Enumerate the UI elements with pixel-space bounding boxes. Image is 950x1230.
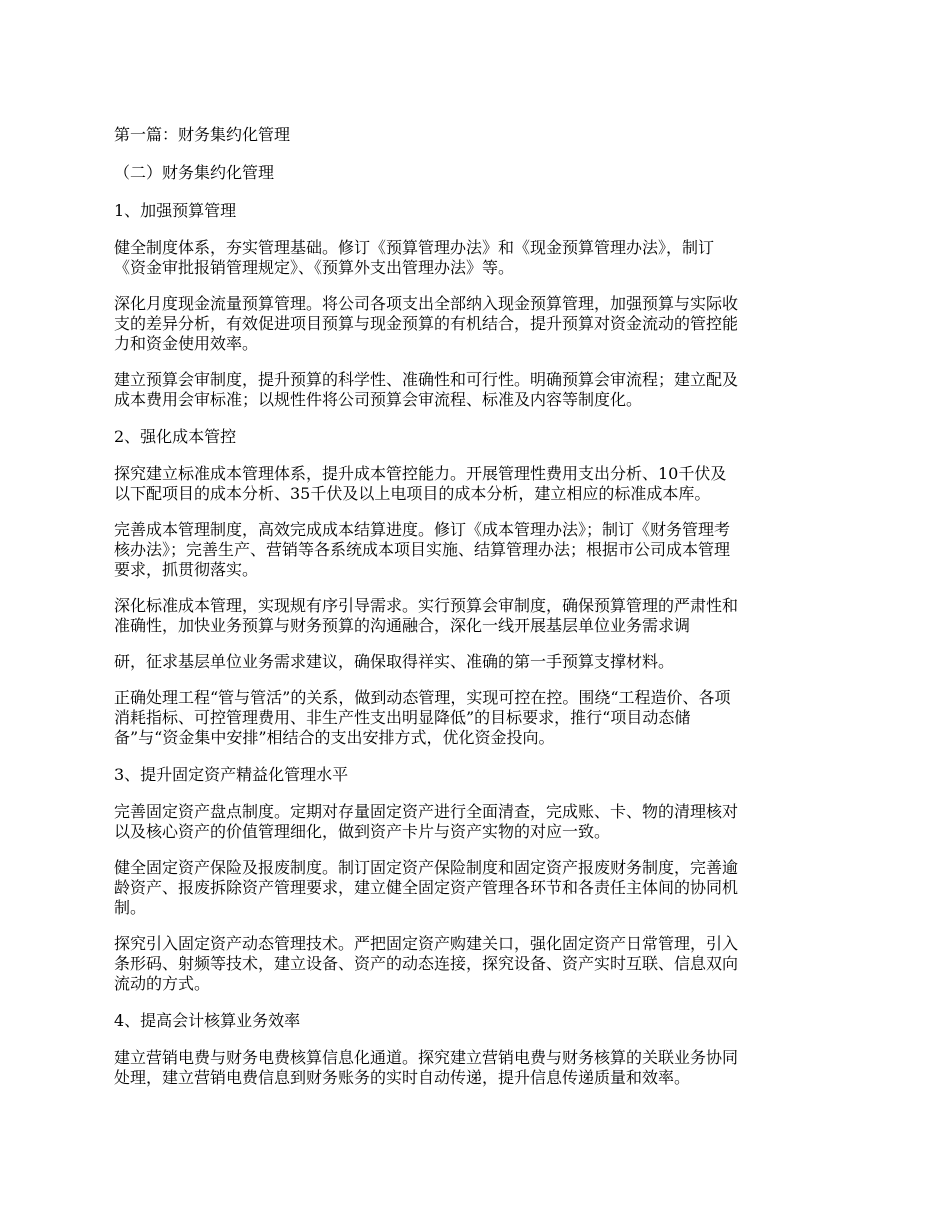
document-subtitle: （二）财务集约化管理 [114, 163, 275, 182]
paragraph: 深化标准成本管理，实现规有序引导需求。实行预算会审制度，确保预算管理的严肃性和 准确性，加快业务预算与财务预算的沟通融合，深化一线开展基层单位业务需求调 [114, 596, 739, 635]
paragraph: 健全制度体系，夯实管理基础。修订《预算管理办法》和《现金预算管理办法》，制订 《资金审批报销管理规定》、《预算外支出管理办法》等。 [114, 238, 715, 277]
paragraph: 深化月度现金流量预算管理。将公司各项支出全部纳入现金预算管理，加强预算与实际收 支的差异分析，有效促进项目预算与现金预算的有机结合，提升预算对资金流动的管控能 力和资金使用效率。 [114, 294, 739, 353]
paragraph: 正确处理工程“管与管活”的关系，做到动态管理，实现可控在控。围绕“工程造价、各项 消耗指标、可控管理费用、非生产性支出明显降低”的目标要求，推行“项目动态储 备”与“资金集中安排”相结合的支出安排方式，优化资金投向。 [114, 688, 731, 747]
paragraph: 完善成本管理制度，高效完成成本结算进度。修订《成本管理办法》；制订《财务管理考 核办法》；完善生产、营销等各系统成本项目实施、结算管理办法；根据市公司成本管理 要求，抓贯彻落实。 [114, 520, 731, 579]
paragraph: 完善固定资产盘点制度。定期对存量固定资产进行全面清查，完成账、卡、物的清理核对 以及核心资产的价值管理细化，做到资产卡片与资产实物的对应一致。 [114, 802, 739, 841]
paragraph: 探究引入固定资产动态管理技术。严把固定资产购建关口，强化固定资产日常管理，引入 条形码、射频等技术，建立设备、资产的动态连接，探究设备、资产实时互联、信息双向 流动的方式。 [114, 934, 739, 993]
paragraph: 探究建立标准成本管理体系，提升成本管控能力。开展管理性费用支出分析、10千伏及 以下配项目的成本分析、35千伏及以上电项目的成本分析，建立相应的标准成本库。 [114, 464, 727, 503]
paragraph: 建立预算会审制度，提升预算的科学性、准确性和可行性。明确预算会审流程；建立配及 成本费用会审标准；以规性件将公司预算会审流程、标准及内容等制度化。 [114, 370, 739, 409]
section-heading-1: 1、加强预算管理 [114, 201, 237, 220]
document-title: 第一篇：财务集约化管理 [114, 125, 291, 144]
paragraph: 研，征求基层单位业务需求建议，确保取得祥实、准确的第一手预算支撑材料。 [114, 652, 675, 671]
paragraph: 建立营销电费与财务电费核算信息化通道。探究建立营销电费与财务核算的关联业务协同 处理，建立营销电费信息到财务账务的实时自动传递，提升信息传递质量和效率。 [114, 1048, 739, 1087]
document-body [114, 124, 844, 1104]
section-heading-2: 2、强化成本管控 [114, 427, 237, 446]
section-heading-4: 4、提高会计核算业务效率 [114, 1011, 301, 1030]
section-heading-3: 3、提升固定资产精益化管理水平 [114, 765, 349, 784]
paragraph: 健全固定资产保险及报废制度。制订固定资产保险制度和固定资产报废财务制度，完善逾 龄资产、报废拆除资产管理要求，建立健全固定资产管理各环节和各责任主体间的协同机 制。 [114, 858, 739, 917]
